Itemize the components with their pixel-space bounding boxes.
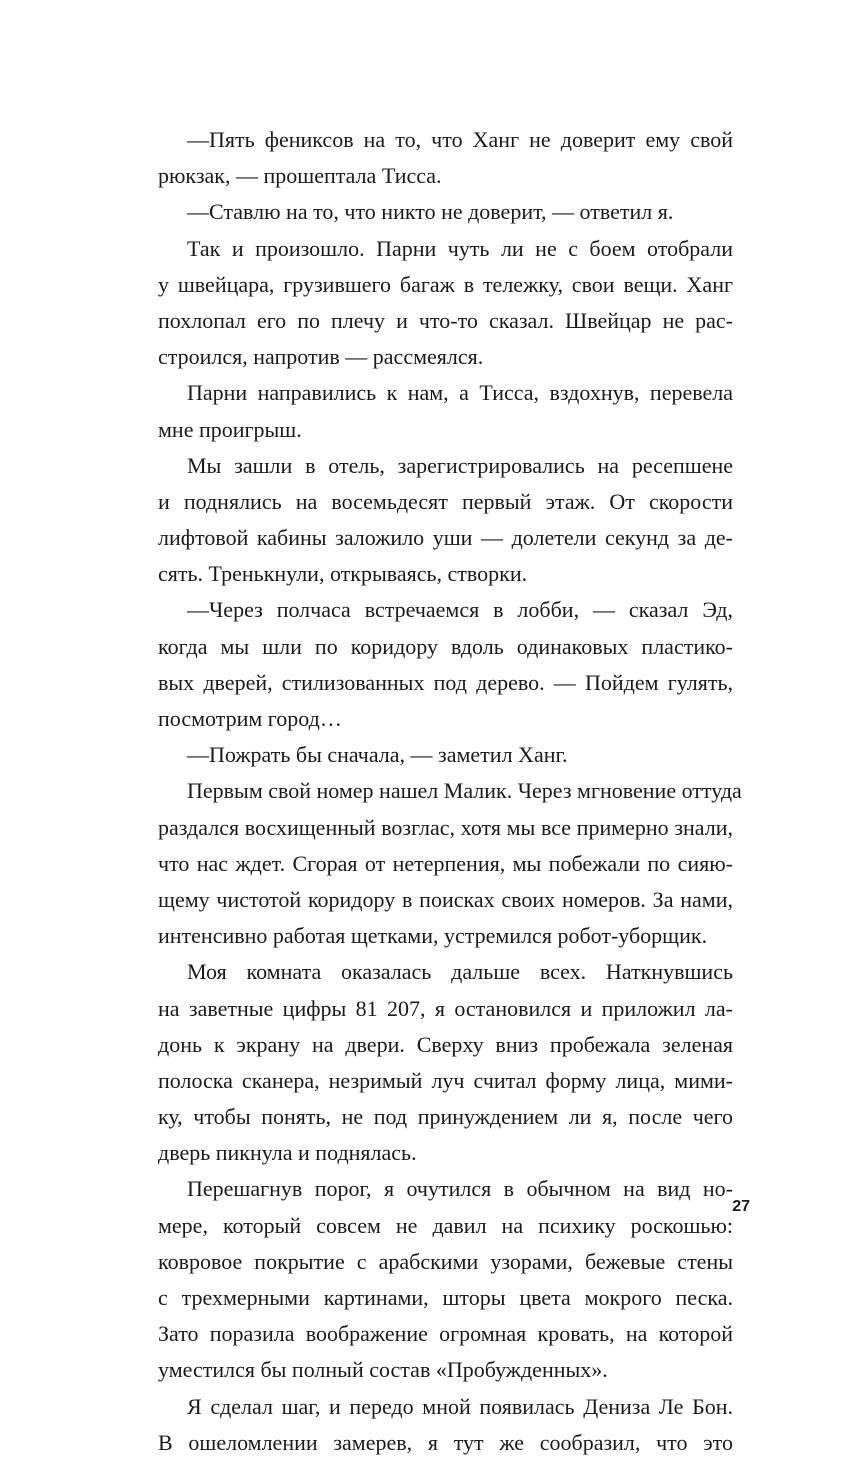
text-line: —Через полчаса встречаемся в лобби, — сказал Эд,: [187, 597, 733, 623]
page-number: 27: [732, 1198, 750, 1215]
text-line: что нас ждет. Сгорая от нетерпения, мы побежали по сияю-: [158, 850, 733, 876]
text-line: похлопал его по плечу и что-то сказал. Швейцар не рас-: [158, 307, 733, 333]
text-line: Перешагнув порог, я очутился в обычном на вид но-: [187, 1176, 733, 1202]
text-line: ку, чтобы понять, не под принуждением ли я, после чего: [158, 1104, 733, 1130]
text-line: рюкзак, — прошептала Тисса.: [158, 163, 442, 189]
text-line: щему чистотой коридору в поисках своих номеров. За нами,: [158, 886, 733, 912]
text-line: вых дверей, стилизованных под дерево. — Пойдем гулять,: [158, 669, 733, 695]
text-line: когда мы шли по коридору вдоль одинаковых пластико-: [158, 633, 733, 659]
text-line: посмотрим город…: [158, 706, 342, 731]
text-line: у швейцара, грузившего багаж в тележку, свои вещи. Ханг: [158, 271, 733, 297]
text-line: ковровое покрытие с арабскими узорами, бежевые стены: [158, 1248, 733, 1274]
text-line: Моя комната оказалась дальше всех. Наткнувшись: [187, 959, 733, 985]
text-line: Мы зашли в отель, зарегистрировались на ресепшене: [187, 452, 733, 478]
text-line: и поднялись на восемьдесят первый этаж. От скорости: [158, 488, 733, 514]
text-line: интенсивно работая щетками, устремился робот-уборщик.: [158, 923, 708, 949]
text-line: сять. Тренькнули, открываясь, створки.: [158, 561, 528, 587]
text-line: с трехмерными картинами, шторы цвета мокрого песка.: [158, 1285, 733, 1310]
text-line: —Ставлю на то, что никто не доверит, — ответил я.: [187, 199, 674, 225]
text-line: мере, который совсем не давил на психику роскошью:: [158, 1212, 733, 1238]
text-line: раздался восхищенный возглас, хотя мы все примерно знали,: [158, 814, 733, 840]
text-line: Парни направились к нам, а Тисса, вздохнув, перевела: [187, 380, 733, 406]
text-line: строился, напротив — рассмеялся.: [158, 344, 484, 370]
text-line: Я сделал шаг, и передо мной появилась Дениза Ле Бон.: [187, 1393, 733, 1419]
text-line: на заветные цифры 81 207, я остановился и приложил ла-: [158, 995, 733, 1021]
text-line: В ошеломлении замерев, я тут же сообразил, что это: [158, 1429, 733, 1455]
text-line: лифтовой кабины заложило уши — долетели секунд за де-: [158, 525, 733, 551]
text-line: полоска сканера, незримый луч считал форму лица, мими-: [158, 1067, 733, 1093]
text-line: Зато поразила воображение огромная кровать, на которой: [158, 1321, 733, 1347]
text-line: —Пять фениксов на то, что Ханг не доверит ему свой: [187, 127, 733, 152]
text-line: дверь пикнула и поднялась.: [158, 1140, 417, 1166]
text-line: мне проигрыш.: [158, 416, 302, 442]
text-line: Первым свой номер нашел Малик. Через мгновение оттуда: [187, 778, 742, 804]
text-line: —Пожрать бы сначала, — заметил Ханг.: [187, 742, 568, 768]
text-line: донь к экрану на двери. Сверху вниз пробежала зеленая: [158, 1031, 733, 1057]
text-line: уместился бы полный состав «Пробужденных».: [158, 1357, 608, 1383]
text-line: Так и произошло. Парни чуть ли не с боем отобрали: [187, 235, 733, 261]
